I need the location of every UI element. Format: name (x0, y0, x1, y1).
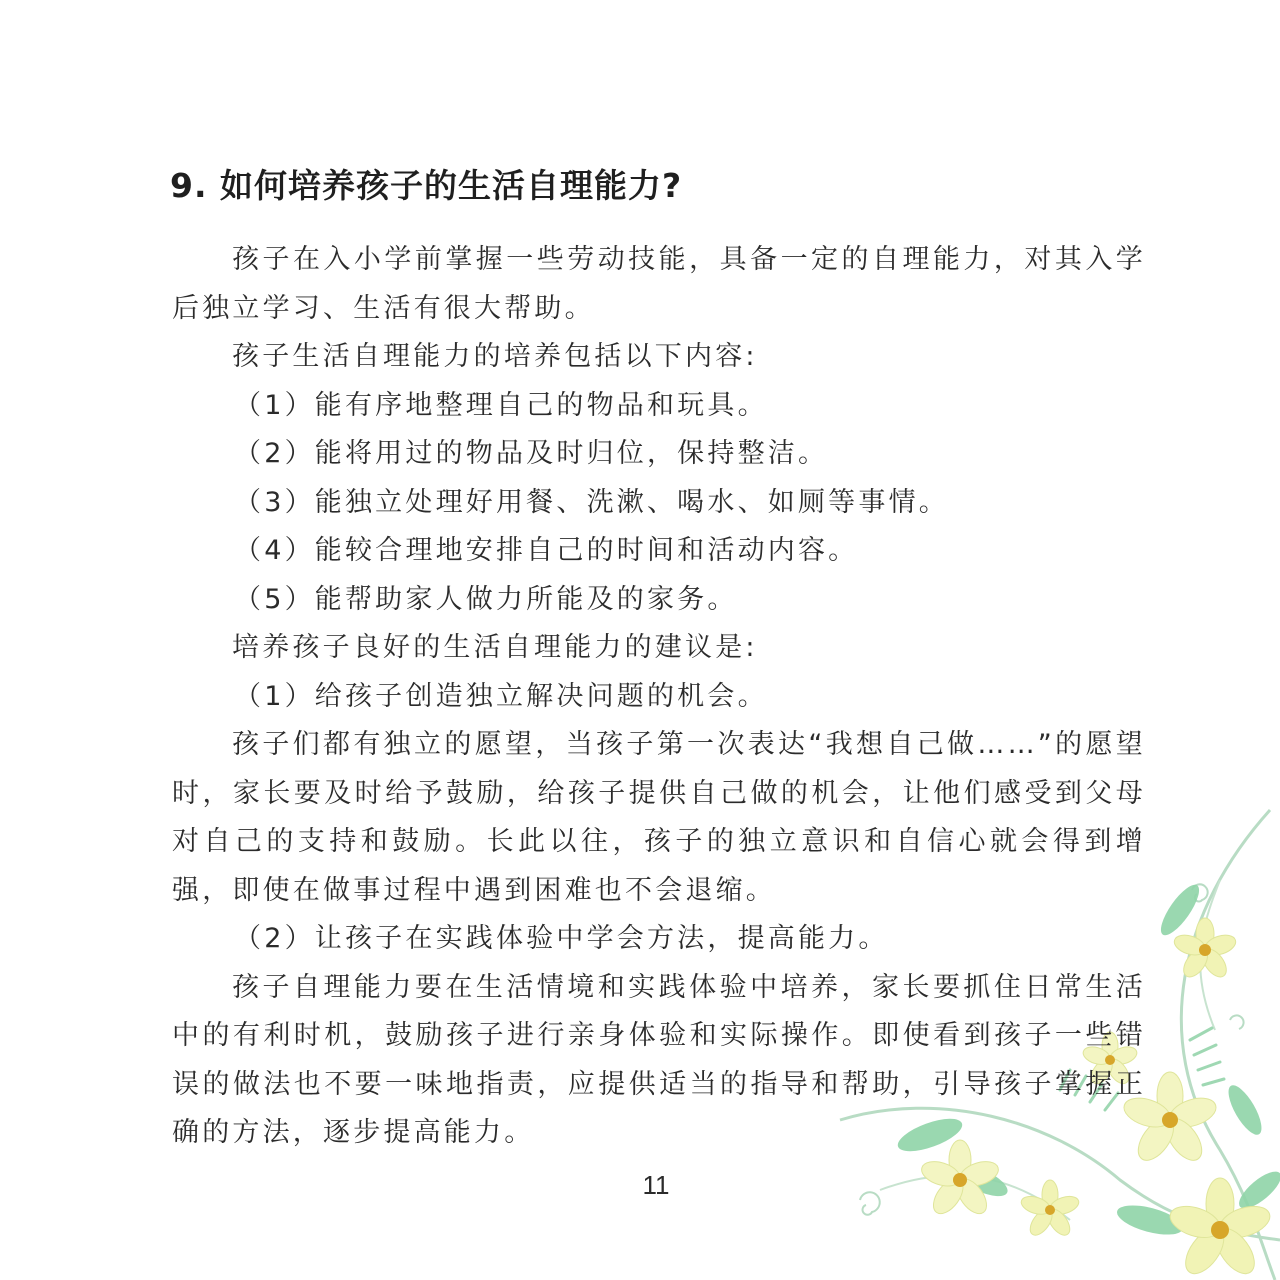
suggestion-heading: （1）给孩子创造独立解决问题的机会。 (234, 680, 768, 712)
suggestion-heading: （2）让孩子在实践体验中学会方法，提高能力。 (234, 923, 889, 954)
page-number: 11 (642, 1170, 670, 1200)
paragraph-intro: 孩子在入小学前掌握一些劳动技能，具备一定的自理能力，对其入学后独立学习、生活有很大帮助。 (172, 244, 1146, 324)
paragraph-suggestion-body: 孩子自理能力要在生活情境和实践体验中培养，家长要抓住日常生活中的有利时机，鼓励孩子进行亲身体验和实际操作。即使看到孩子一些错误的做法也不要一味地指责，应提供适当的指导和帮助，引导孩子掌握正确的方法，逐步提高能力。 (172, 971, 1146, 1148)
paragraph-suggestions-intro: 培养孩子良好的生活自理能力的建议是: (232, 632, 758, 663)
list-item: （1）能有序地整理自己的物品和玩具。 (234, 389, 768, 421)
list-item: （3）能独立处理好用餐、洗漱、喝水、如厕等事情。 (234, 486, 949, 518)
page-title: 9. 如何培养孩子的生活自理能力? (170, 166, 683, 205)
body-text (172, 236, 1146, 1158)
paragraph-suggestion-body: 孩子们都有独立的愿望，当孩子第一次表达“我想自己做……”的愿望时，家长要及时给予鼓励，给孩子提供自己做的机会，让他们感受到父母对自己的支持和鼓励。长此以往，孩子的独立意识和自信心就会得到增强，即使在做事过程中遇到困难也不会退缩。 (172, 729, 1146, 906)
paragraph-list-intro: 孩子生活自理能力的培养包括以下内容: (232, 341, 758, 372)
list-item: （5）能帮助家人做力所能及的家务。 (234, 583, 738, 615)
list-item: （2）能将用过的物品及时归位，保持整洁。 (234, 438, 829, 469)
list-item: （4）能较合理地安排自己的时间和活动内容。 (234, 535, 859, 566)
